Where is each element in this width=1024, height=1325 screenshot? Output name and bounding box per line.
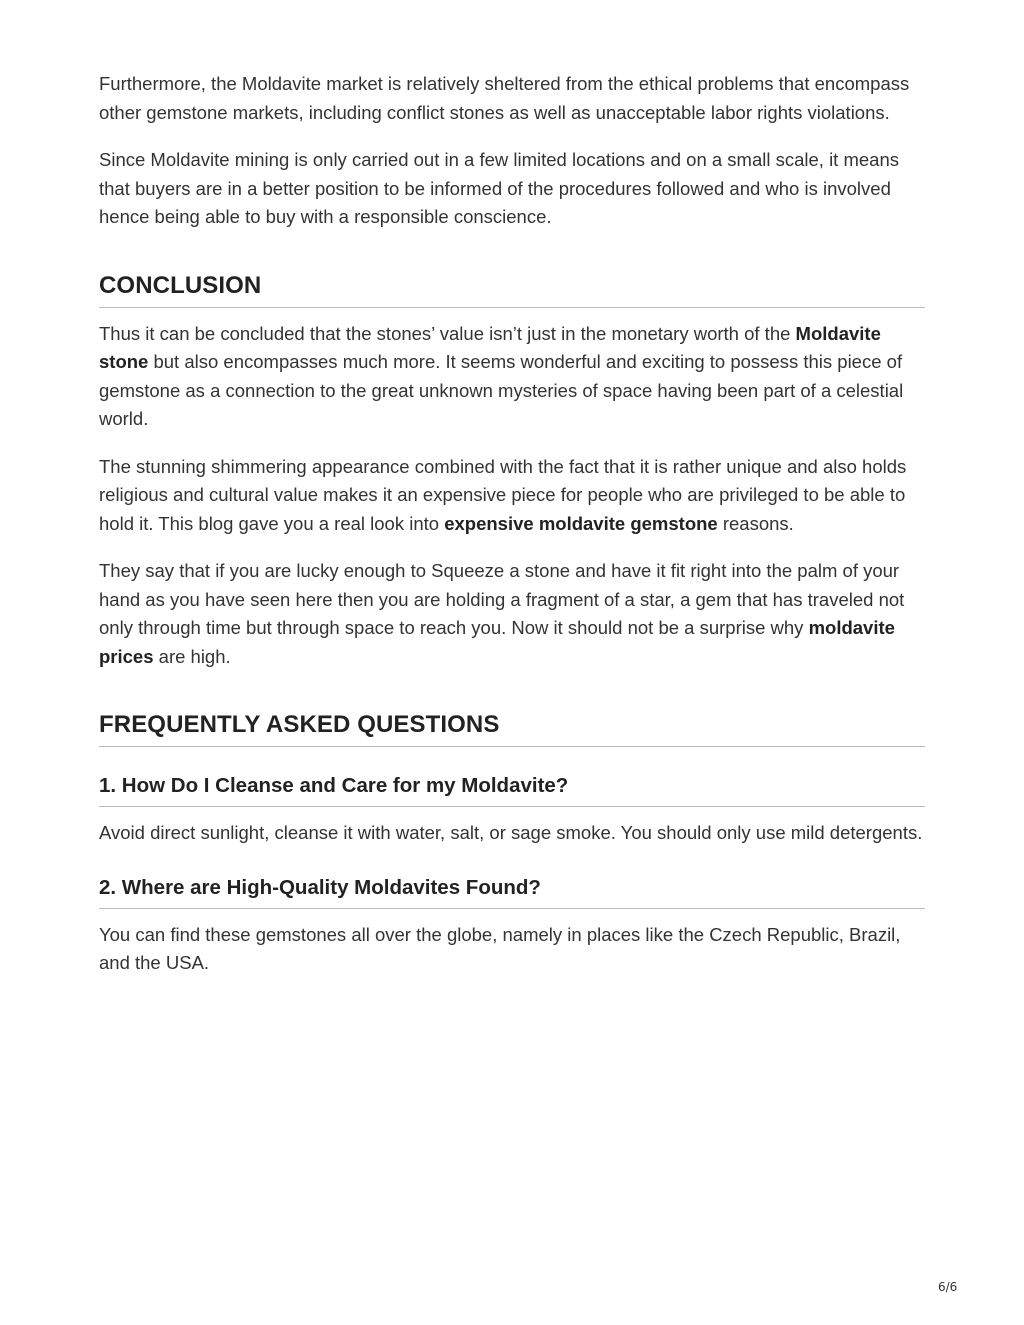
conclusion-paragraph-2	[99, 453, 925, 539]
page-number: 6/6	[938, 1280, 958, 1294]
conclusion-p1-text-before: Thus it can be concluded that the stones’ value isn’t just in the monetary worth of the	[99, 322, 796, 344]
conclusion-p2-text-before: The stunning shimmering appearance combined with the fact that it is rather unique and also holds religious and cultural value makes it an expensive piece for people who are privileged to be able to hold it. This blog gave you a real look into	[99, 455, 907, 534]
faq-answer-1: Avoid direct sunlight, cleanse it with water, salt, or sage smoke. You should only use mild detergents.	[99, 822, 923, 843]
conclusion-p3-text-after: are high.	[153, 645, 231, 667]
intro-paragraph-2: Since Moldavite mining is only carried out in a few limited locations and on a small scale, it means that buyers are in a better position to be informed of the procedures followed and who is involved hence being able to buy with a responsible conscience.	[99, 149, 899, 227]
faq-question-2: 2. Where are High-Quality Moldavites Found?	[99, 875, 925, 909]
faq-question-1: 1. How Do I Cleanse and Care for my Moldavite?	[99, 773, 925, 807]
faq-answer-2: You can find these gemstones all over the globe, namely in places like the Czech Republic, Brazil, and the USA.	[99, 923, 901, 973]
conclusion-p1-text-after: but also encompasses much more. It seems wonderful and exciting to possess this piece of gemstone as a connection to the great unknown mysteries of space having been part of a celestial world.	[99, 351, 904, 429]
expensive-moldavite-gemstone-bold: expensive moldavite gemstone	[444, 512, 718, 534]
conclusion-p2-text-after: reasons.	[717, 512, 794, 534]
moldavite-stone-bold: Moldavite stone	[99, 322, 881, 372]
conclusion-p3-text-before: They say that if you are lucky enough to Squeeze a stone and have it fit right into the palm of your hand as you have seen here then you are holding a fragment of a star, a gem that has traveled not only through time but through space to reach you. Now it should not be a surprise why	[99, 560, 905, 638]
moldavite-prices-bold: moldavite prices	[99, 617, 895, 667]
conclusion-heading: CONCLUSION	[99, 271, 925, 308]
conclusion-paragraph-3	[99, 557, 925, 671]
conclusion-paragraph-1	[99, 320, 925, 434]
faq-heading: FREQUENTLY ASKED QUESTIONS	[99, 710, 925, 747]
document-content	[99, 70, 925, 997]
intro-paragraph-1: Furthermore, the Moldavite market is relatively sheltered from the ethical problems that encompass other gemstone markets, including conflict stones as well as unacceptable labor rights violations.	[99, 73, 910, 123]
